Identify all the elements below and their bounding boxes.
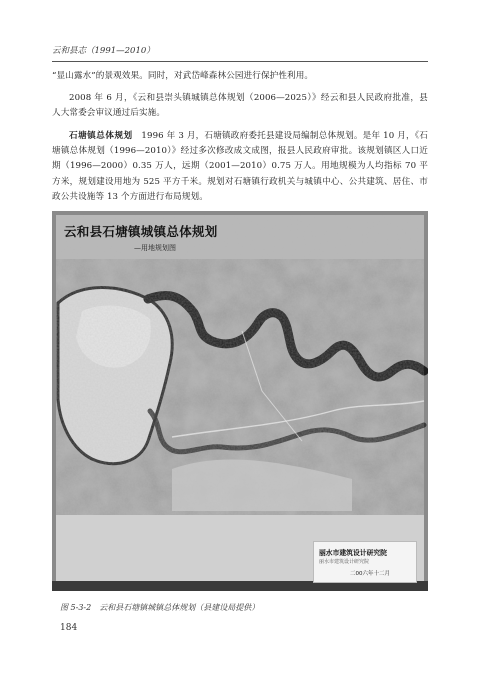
- paragraph-1: “显山露水”的景观效果。同时，对武岱峰森林公园进行保护性利用。: [52, 71, 314, 81]
- map-photo: [52, 211, 428, 591]
- figure-caption: 图 5-3-2 云和县石塘镇城镇总体规划（县建设局提供）: [60, 603, 260, 612]
- header-rule: [52, 61, 428, 62]
- paragraph-2: 2008 年 6 月，《云和县崇头镇城镇总体规划（2006—2025）》经云和县人民政府批准，县人大常委会审议通过后实施。: [52, 93, 428, 119]
- stamp-org: 丽水市建筑设计研究院: [319, 549, 387, 557]
- paragraph-3-body: 1996 年 3 月，石塘镇政府委托县建设局编制总体规划。是年 10 月，《石塘镇总体规划（1996—2010）》经过多次修改成文成图，报县人民政府审批。该规划镇区人口近期（1996—2000）0.35 万人，远期（2001—2010）0.75 万人。用地规模为人均指标 70 平方米，规划建设用地为 525 平方千米。规划对石塘镇行政机关与城镇中心、公共建筑、居住、市政公共设施等 13 个方面进行布局规划。: [52, 131, 428, 202]
- stamp-sub: 丽水市建筑设计研究院: [319, 559, 370, 565]
- running-header: 云和县志（1991—2010）: [52, 46, 155, 56]
- stamp-date: 二00六年十二月: [350, 571, 390, 577]
- map-image: [52, 211, 428, 591]
- section-heading: 石塘镇总体规划: [69, 131, 133, 141]
- map-subtitle: —用地规划图: [134, 244, 176, 252]
- title-block: [313, 541, 417, 583]
- map-title: 云和县石塘镇城镇总体规划: [64, 224, 218, 239]
- paragraph-3: [52, 129, 428, 205]
- page-number: 184: [60, 623, 78, 633]
